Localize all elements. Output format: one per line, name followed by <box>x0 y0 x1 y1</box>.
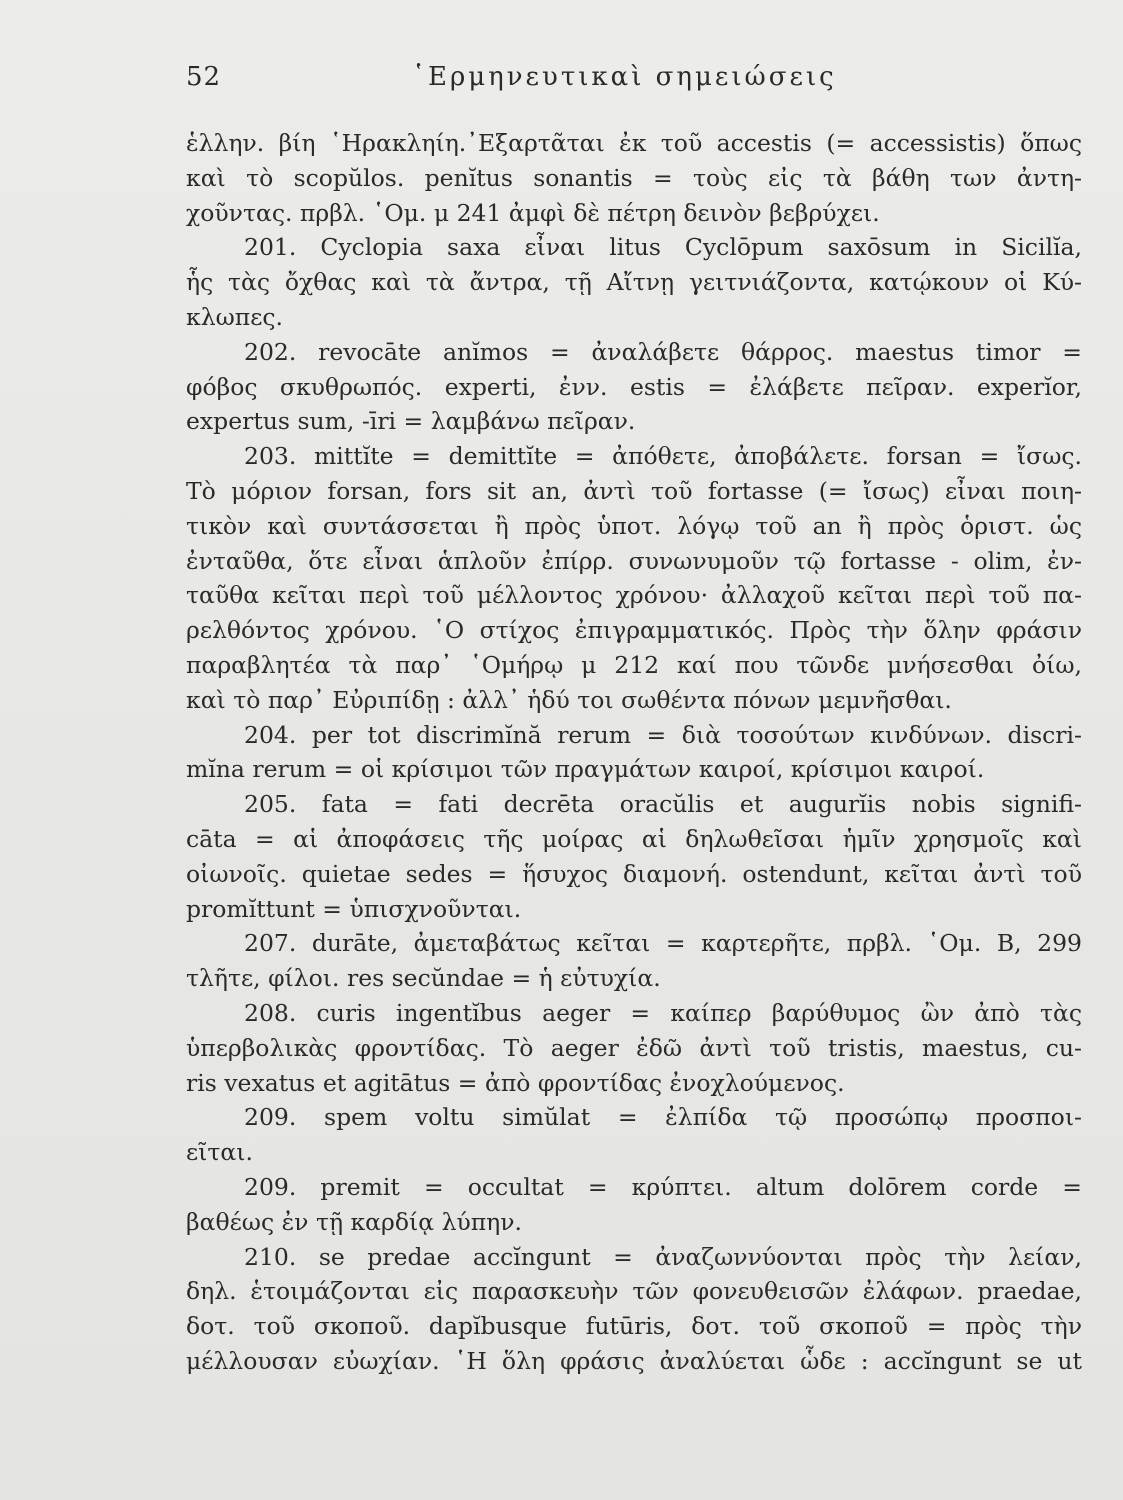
text-line: 201. Cyclopia saxa εἶναι litus Cyclōpum saxōsum in Sicilĭa, <box>244 233 1082 262</box>
text-line: ρελθόντος χρόνου. ῾Ο στίχος ἐπιγραμματικός. Πρὸς τὴν ὅλην φράσιν <box>186 616 1082 645</box>
text-line: χοῦντας. πρβλ. ῾Ομ. μ 241 ἀμφὶ δὲ πέτρη δεινὸν βεβρύχει. <box>186 198 880 227</box>
body-text <box>186 126 1082 1379</box>
text-line: 202. revocāte anĭmos = ἀναλάβετε θάρρος. maestus timor = <box>244 337 1082 366</box>
text-line: καὶ τὸ παρ᾿ Εὐριπίδῃ : ἀλλ᾿ ἡδύ τοι σωθέντα πόνων μεμνῆσθαι. <box>186 685 952 714</box>
text-line: cāta = αἱ ἀποφάσεις τῆς μοίρας αἱ δηλωθεῖσαι ἡμῖν χρησμοῖς καὶ <box>186 824 1082 853</box>
text-line: βαθέως ἐν τῇ καρδίᾳ λύπην. <box>186 1207 523 1236</box>
text-line: 207. durāte, ἀμεταβάτως κεῖται = καρτερῆτε, πρβλ. ῾Ομ. Β, 299 <box>244 929 1082 958</box>
running-title: ῾Ερμηνευτικαὶ σημειώσεις <box>412 62 837 92</box>
text-line: 209. spem voltu simŭlat = ἐλπίδα τῷ προσώπῳ προσποι- <box>244 1103 1082 1132</box>
text-line: Τὸ μόριον forsan, fors sit an, ἀντὶ τοῦ fortasse (= ἴσως) εἶναι ποιη- <box>186 476 1082 505</box>
text-line: 209. premit = occultat = κρύπτει. altum dolōrem corde = <box>244 1172 1082 1201</box>
text-line: 210. se predae accĭngunt = ἀναζωννύονται πρὸς τὴν λείαν, <box>244 1242 1082 1271</box>
text-line: mĭna rerum = οἱ κρίσιμοι τῶν πραγμάτων καιροί, κρίσιμοι καιροί. <box>186 755 985 784</box>
text-line: φόβος σκυθρωπός. experti, ἐνν. estis = ἐλάβετε πεῖραν. experĭor, <box>186 372 1082 401</box>
text-line: ris vexatus et agitātus = ἀπὸ φροντίδας ἐνοχλούμενος. <box>186 1068 845 1097</box>
text-line: μέλλουσαν εὐωχίαν. ῾Η ὅλη φράσις ἀναλύεται ὧδε : accĭngunt se ut <box>186 1346 1082 1375</box>
text-line: οἰωνοῖς. quietae sedes = ἥσυχος διαμονή. ostendunt, κεῖται ἀντὶ τοῦ <box>186 859 1082 888</box>
text-line: promĭttunt = ὑπισχνοῦνται. <box>186 894 522 923</box>
text-line: τικὸν καὶ συντάσσεται ἢ πρὸς ὑποτ. λόγῳ τοῦ an ἢ πρὸς ὁριστ. ὡς <box>186 511 1082 540</box>
page-header <box>186 62 1082 102</box>
text-line: 203. mittĭte = demittĭte = ἀπόθετε, ἀποβάλετε. forsan = ἴσως. <box>244 442 1082 471</box>
text-line: ταῦθα κεῖται περὶ τοῦ μέλλοντος χρόνου· ἀλλαχοῦ κεῖται περὶ τοῦ πα- <box>186 581 1082 610</box>
text-line: δηλ. ἑτοιμάζονται εἰς παρασκευὴν τῶν φονευθεισῶν ἐλάφων. praedae, <box>186 1277 1082 1306</box>
text-line: ἑλλην. βίη ῾Ηρακληίη.᾿Εξαρτᾶται ἐκ τοῦ accestis (= accessistis) ὅπως <box>186 129 1082 157</box>
text-line: ἐνταῦθα, ὅτε εἶναι ἁπλοῦν ἐπίρρ. συνωνυμοῦν τῷ fortasse - olim, ἐν- <box>186 546 1082 575</box>
text-line: κλωπες. <box>186 302 283 331</box>
text-line: καὶ τὸ scopŭlos. penĭtus sonantis = τοὺς εἰς τὰ βάθη των ἀντη- <box>186 163 1082 192</box>
text-line: δοτ. τοῦ σκοποῦ. dapĭbusque futūris, δοτ. τοῦ σκοποῦ = πρὸς τὴν <box>186 1312 1082 1341</box>
text-line: παραβλητέα τὰ παρ᾿ ῾Ομήρῳ μ 212 καί που τῶνδε μνήσεσθαι ὀίω, <box>186 650 1082 679</box>
text-line: 204. per tot discrimĭnă rerum = διὰ τοσούτων κινδύνων. discri- <box>244 720 1082 749</box>
text-line: τλῆτε, φίλοι. res secŭndae = ἡ εὐτυχία. <box>186 964 661 993</box>
page-number: 52 <box>186 62 222 92</box>
text-line: ἧς τὰς ὄχθας καὶ τὰ ἄντρα, τῇ Αἴτνῃ γειτνιάζοντα, κατῴκουν οἱ Κύ- <box>186 268 1082 297</box>
text-line: 205. fata = fati decrēta oracŭlis et augurĭis nobis signifi- <box>244 790 1082 819</box>
text-line: 208. curis ingentĭbus aeger = καίπερ βαρύθυμος ὢν ἀπὸ τὰς <box>244 998 1082 1027</box>
text-line: εῖται. <box>186 1138 253 1167</box>
text-line: ὑπερβολικὰς φροντίδας. Τὸ aeger ἐδῶ ἀντὶ τοῦ tristis, maestus, cu- <box>186 1033 1082 1062</box>
text-line: expertus sum, -īri = λαμβάνω πεῖραν. <box>186 407 636 436</box>
